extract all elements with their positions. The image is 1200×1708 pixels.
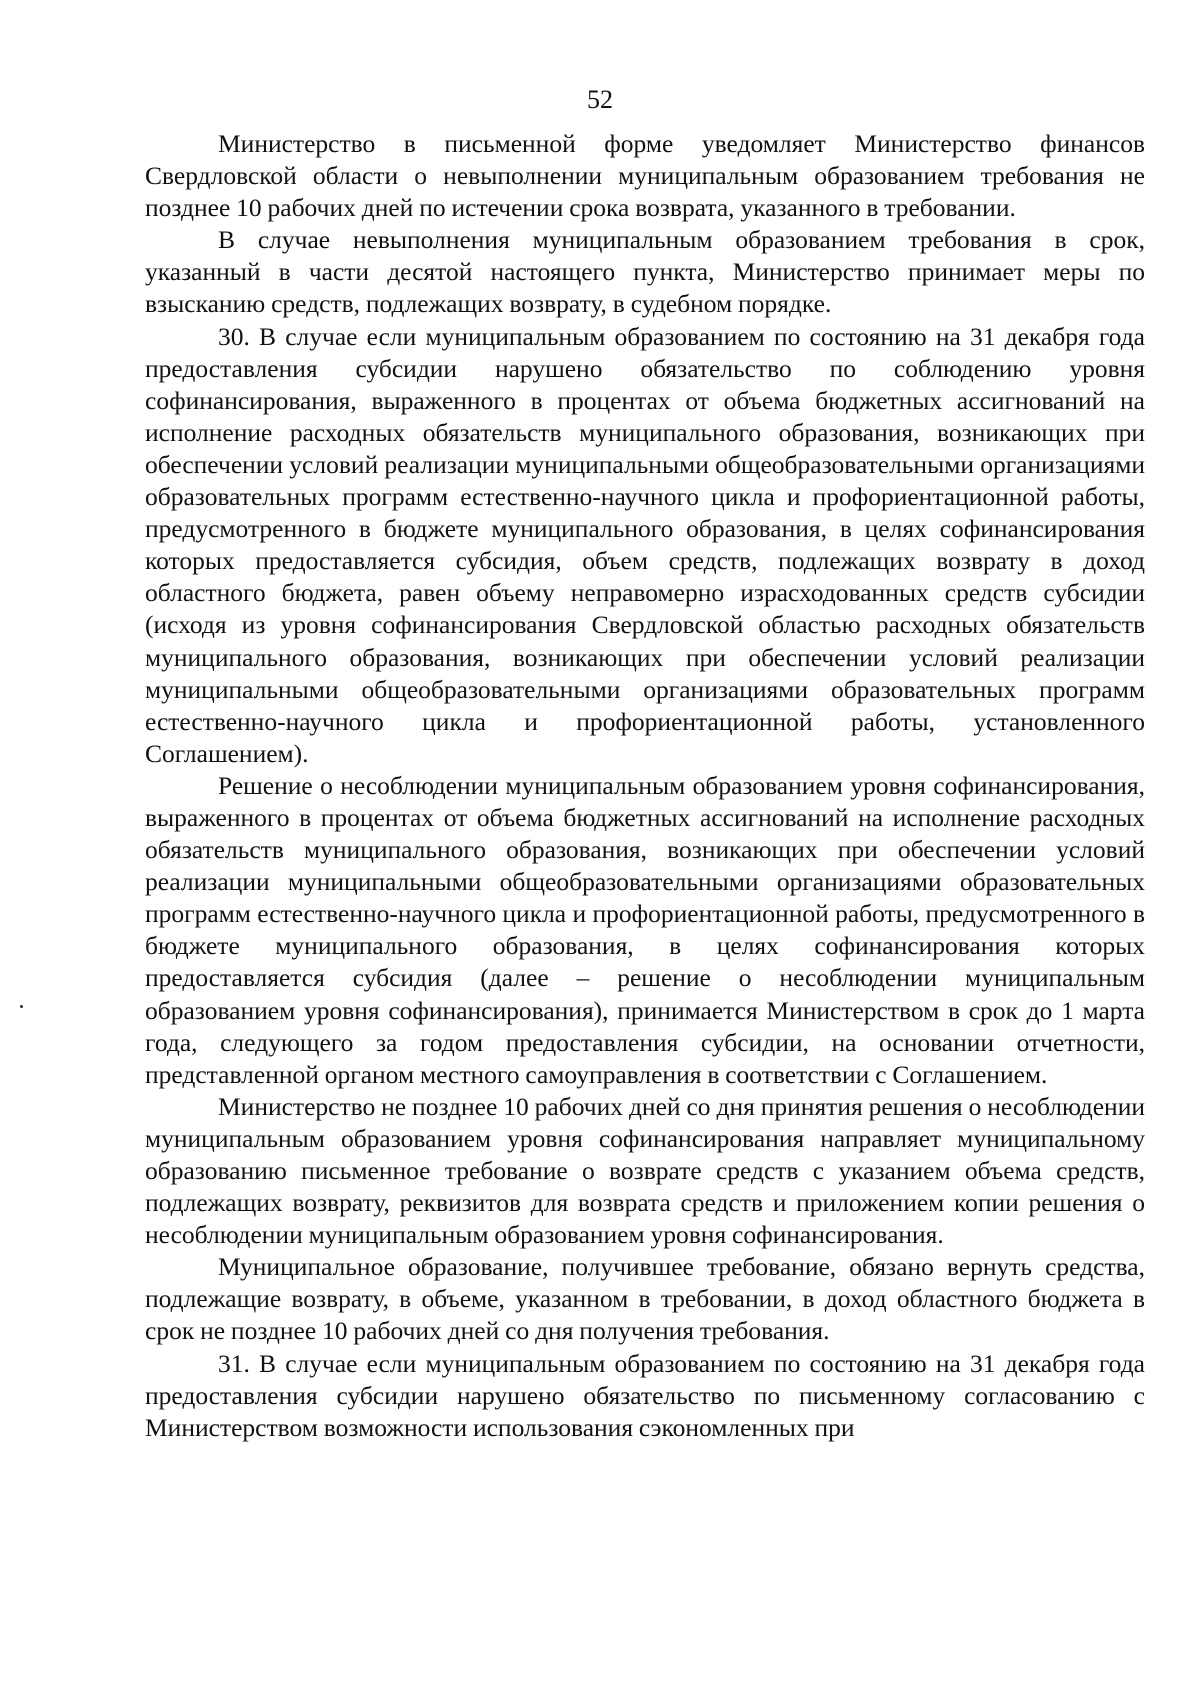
paragraph-court-recovery: В случае невыполнения муниципальным образованием требования в срок, указанный в части десятой настоящего пункта, Министерство принимает меры по взысканию средств, подлежащих возврату, в судебном порядке. xyxy=(145,225,1145,319)
paragraph-return-demand: Министерство не позднее 10 рабочих дней со дня принятия решения о несоблюдении муниципальным образованием уровня софинансирования направляет муниципальному образованию письменное требование о возврате средств с указанием объема средств, подлежащих возврату, реквизитов для возврата средств и приложением копии решения о несоблюдении муниципальным образованием уровня софинансирования. xyxy=(145,1091,1145,1250)
paragraph-municipality-return: Муниципальное образование, получившее требование, обязано вернуть средства, подлежащие возврату, в объеме, указанном в требовании, в доход областного бюджета в срок не позднее 10 рабочих дней со дня получения требования. xyxy=(145,1252,1145,1346)
paragraph-decision: Решение о несоблюдении муниципальным образованием уровня софинансирования, выраженного в процентах от объема бюджетных ассигнований на исполнение расходных обязательств муниципального образования, возникающих при обеспечении условий реализации муниципальными общеобразовательными организациями образовательных программ естественно-научного цикла и профориентационной работы, предусмотренного в бюджете муниципального образования, в целях софинансирования которых предоставляется субсидия (далее – решение о несоблюдении муниципальным образованием уровня софинансирования), принимается Министерством в срок до 1 марта года, следующего за годом предоставления субсидии, на основании отчетности, представленной органом местного самоуправления в соответствии с Соглашением. xyxy=(145,770,1145,1089)
document-body xyxy=(145,128,1145,1444)
page-number: 52 xyxy=(587,85,613,114)
paragraph-notification: Министерство в письменной форме уведомляет Министерство финансов Свердловской области о невыполнении муниципальным образованием требования не позднее 10 рабочих дней по истечении срока возврата, указанного в требовании. xyxy=(145,129,1145,223)
paragraph-item-30: 30. В случае если муниципальным образованием по состоянию на 31 декабря года предоставления субсидии нарушено обязательство по соблюдению уровня софинансирования, выраженного в процентах от объема бюджетных ассигнований на исполнение расходных обязательств муниципального образования, возникающих при обеспечении условий реализации муниципальными общеобразовательными организациями образовательных программ естественно-научного цикла и профориентационной работы, предусмотренного в бюджете муниципального образования, в целях софинансирования которых предоставляется субсидия, объем средств, подлежащих возврату в доход областного бюджета, равен объему неправомерно израсходованных средств субсидии (исходя из уровня софинансирования Свердловской областью расходных обязательств муниципального образования, возникающих при обеспечении условий реализации муниципальными общеобразовательными организациями образовательных программ естественно-научного цикла и профориентационной работы, установленного Соглашением). xyxy=(145,321,1145,768)
scan-speck xyxy=(20,1005,23,1008)
paragraph-item-31: 31. В случае если муниципальным образованием по состоянию на 31 декабря года предоставления субсидии нарушено обязательство по письменному согласованию с Министерством возможности использования сэкономленных при xyxy=(145,1348,1145,1442)
